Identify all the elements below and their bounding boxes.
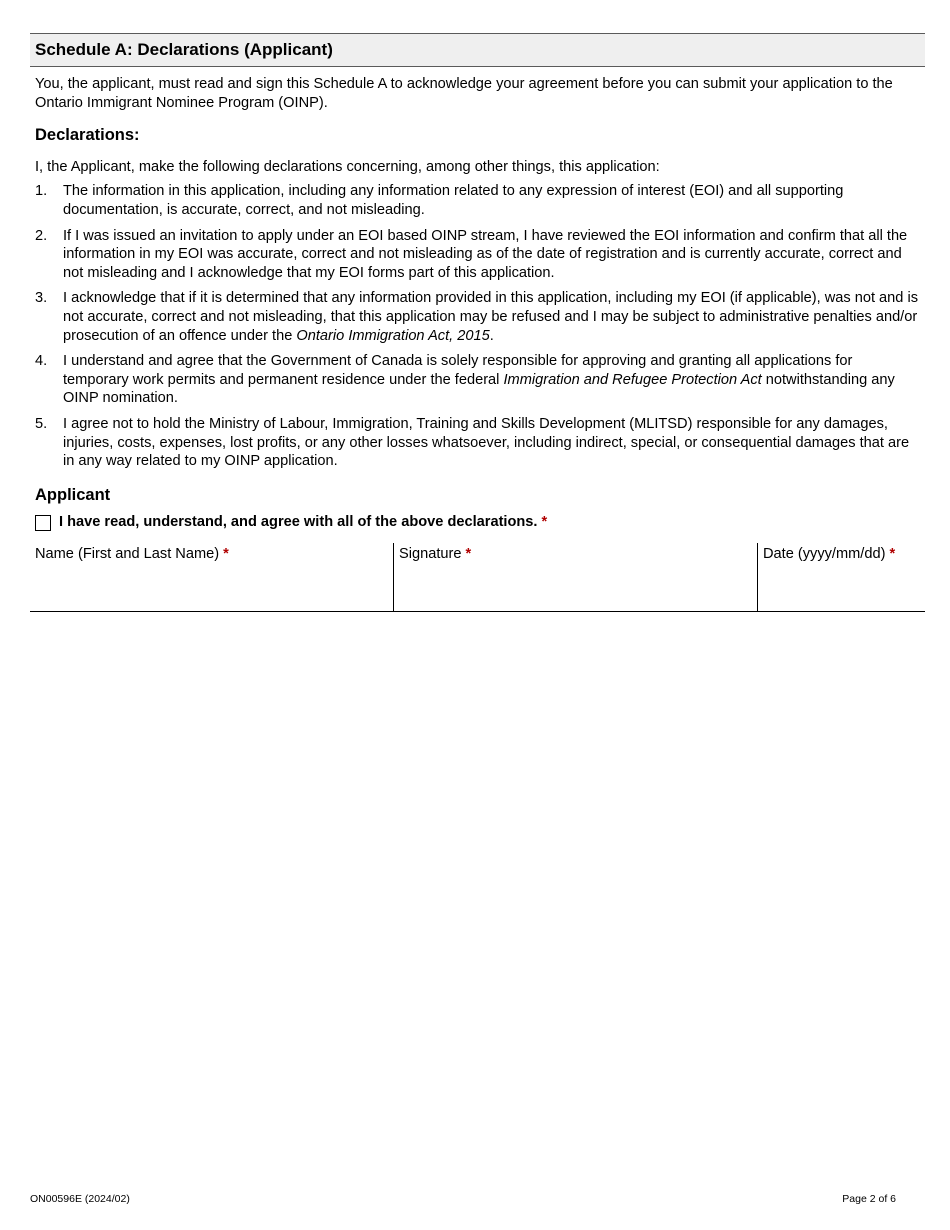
signature-table	[30, 543, 925, 612]
act-title: Ontario Immigration Act, 2015	[296, 327, 490, 344]
applicant-heading: Applicant	[35, 485, 111, 504]
declarations-lead: I, the Applicant, make the following declarations concerning, among other things, this application:	[35, 158, 660, 175]
declaration-text: The information in this application, including any information related to any expression of interest (EOI) and all supporting documentation, is accurate, correct, and not misleading.	[63, 183, 844, 218]
required-marker: *	[223, 546, 229, 562]
section-title: Schedule A: Declarations (Applicant)	[30, 33, 925, 67]
intro-text: You, the applicant, must read and sign this Schedule A to acknowledge your agreement before you can submit your application to the Ontario Immigrant Nominee Program (OINP).	[35, 76, 893, 111]
declaration-item	[35, 289, 921, 345]
declaration-number: 1.	[35, 183, 48, 200]
agreement-label: I have read, understand, and agree with all of the above declarations.	[59, 514, 538, 531]
declaration-text: I acknowledge that if it is determined that any information provided in this application, including my EOI (if applicable), was not and is not accurate, correct and not misleading, that this application may be refused and I may be subject to administrative penalties and/or prosecution of an offence under the Ontario Immigration Act, 2015.	[63, 290, 918, 344]
declaration-text: I agree not to hold the Ministry of Labour, Immigration, Training and Skills Development (MLITSD) responsible for any damages, injuries, costs, expenses, lost profits, or any other losses whatsoever, including indirect, special, or consequential damages that are in any way related to my OINP application.	[63, 415, 910, 470]
declaration-item	[35, 227, 921, 283]
name-field[interactable]	[30, 543, 393, 611]
page-number: Page 2 of 6	[842, 1193, 896, 1205]
declaration-item	[35, 182, 921, 219]
required-marker: *	[541, 514, 548, 531]
act-title: Immigration and Refugee Protection Act	[503, 371, 762, 388]
declaration-text: If I was issued an invitation to apply under an EOI based OINP stream, I have reviewed the EOI information and confirm that all the information in my EOI was accurate, correct and not misleading as of the date of registration and is currently accurate, correct and not misleading and I acknowledge that my EOI forms part of this application.	[63, 227, 908, 281]
required-marker: *	[465, 546, 472, 562]
agreement-row	[35, 513, 921, 532]
declaration-text: I understand and agree that the Government of Canada is solely responsible for approving and granting all applications for temporary work permits and permanent residence under the federal Immigration and Refugee Protection Act notwithstanding any OINP nomination.	[63, 353, 895, 407]
declaration-item	[35, 352, 921, 408]
form-content	[35, 75, 921, 532]
declarations-heading: Declarations:	[35, 126, 140, 145]
declaration-number: 2.	[35, 227, 48, 244]
declaration-number: 3.	[35, 290, 48, 307]
declarations-list	[35, 182, 921, 470]
declaration-number: 4.	[35, 353, 48, 370]
required-marker: *	[889, 546, 896, 562]
form-id: ON00596E (2024/02)	[30, 1193, 130, 1205]
date-label: Date (yyyy/mm/dd)	[763, 546, 886, 562]
agreement-checkbox[interactable]	[35, 515, 51, 531]
name-label: Name (First and Last Name)	[35, 546, 220, 562]
date-field[interactable]	[757, 543, 925, 611]
declaration-number: 5.	[35, 415, 48, 432]
declaration-item	[35, 415, 921, 471]
signature-label: Signature	[399, 546, 462, 562]
signature-field[interactable]	[393, 543, 757, 611]
